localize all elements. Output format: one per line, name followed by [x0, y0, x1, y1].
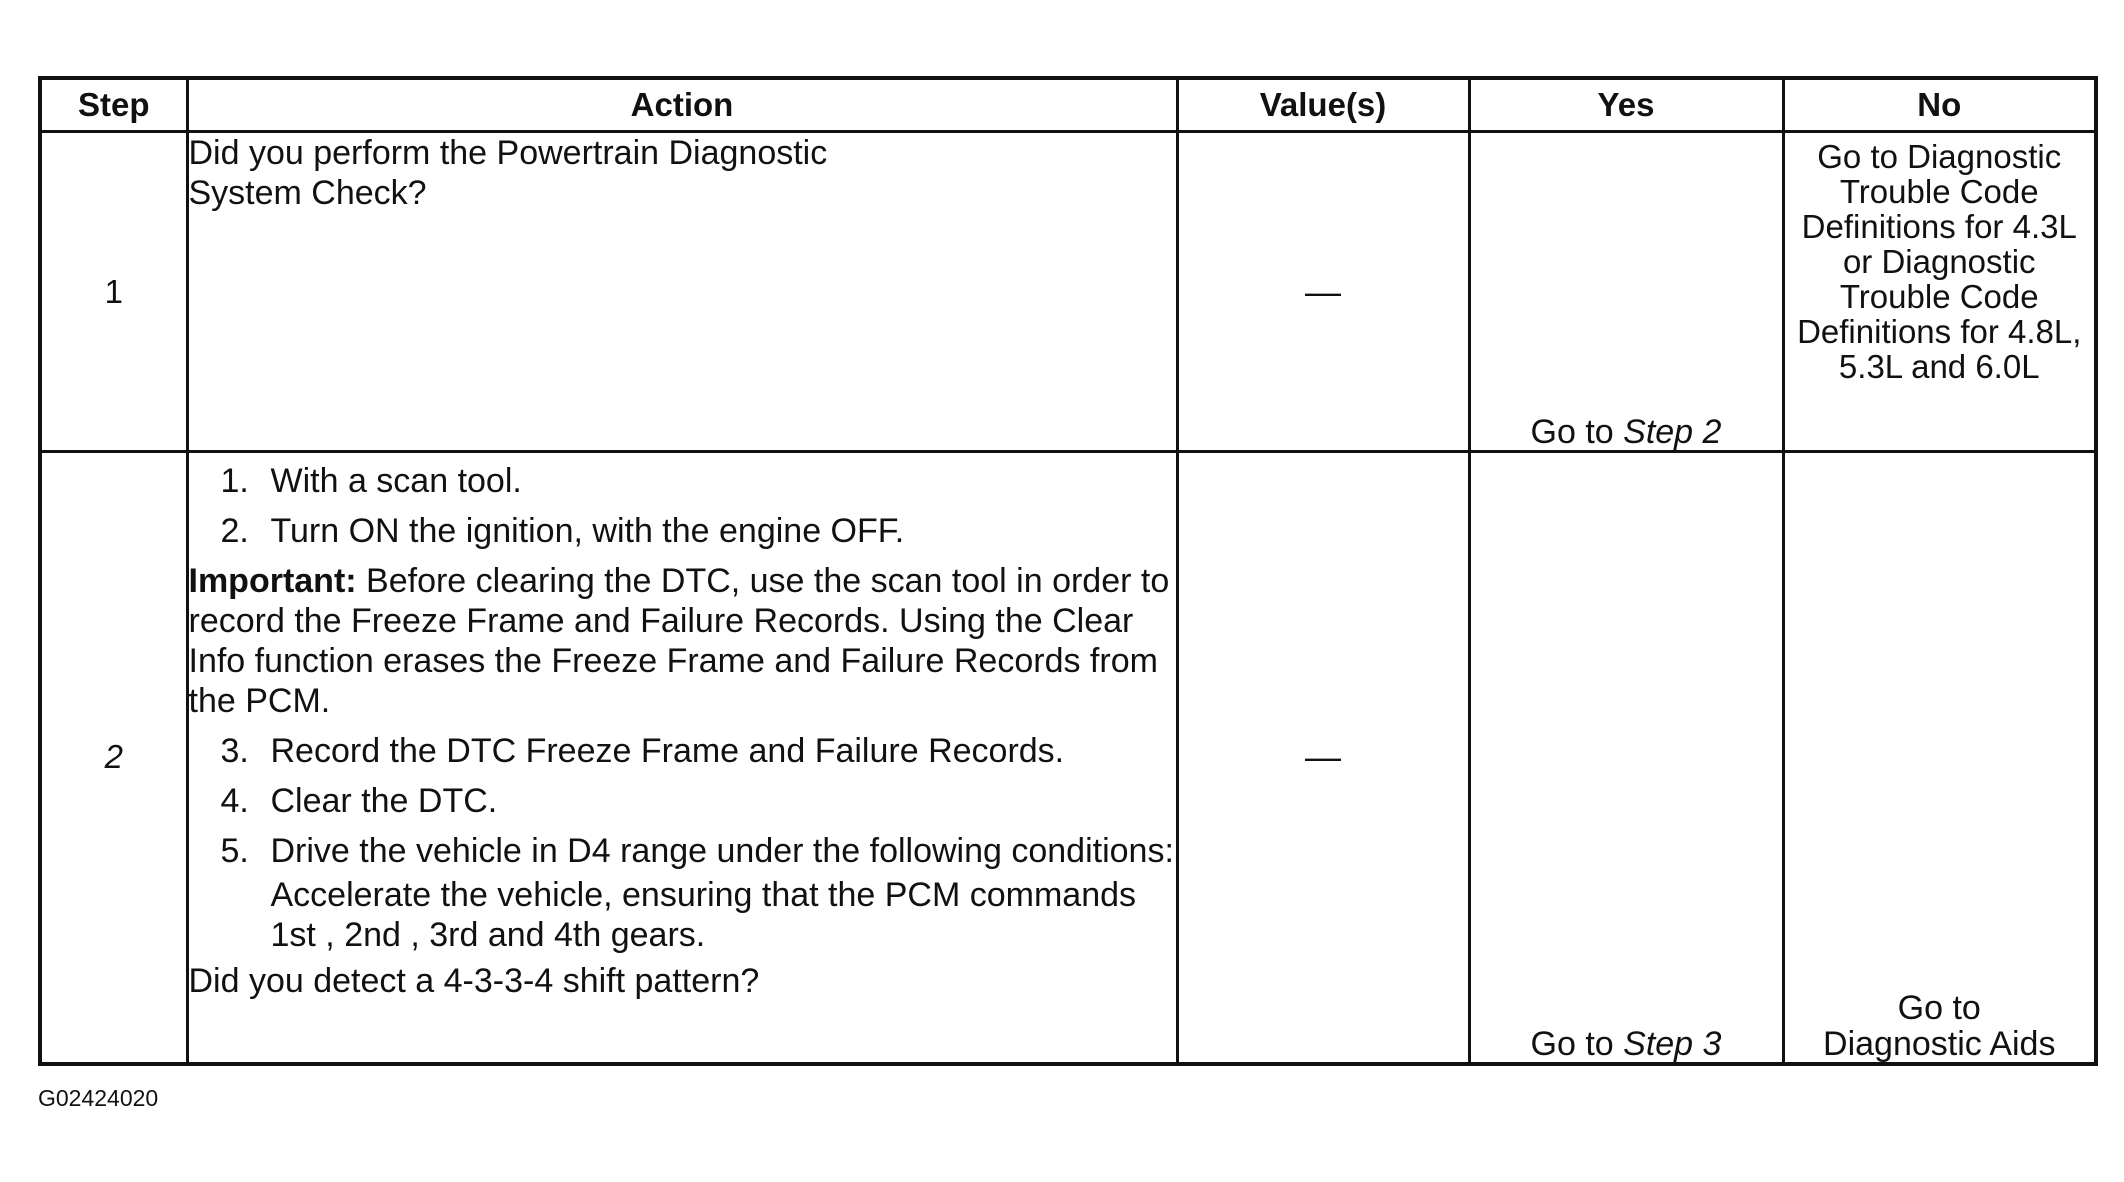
list-item	[221, 831, 1176, 871]
step-number: 2	[40, 452, 187, 1064]
value-cell: —	[1177, 132, 1469, 452]
important-label: Important:	[188, 562, 357, 600]
diagnostic-table	[38, 76, 2098, 1066]
header-row	[40, 78, 2096, 132]
no-link[interactable]: Go to Diagnostic Trouble Code Definitions for 4.3L or Diagnostic Trouble Code Definitions for 4.8L, 5.3L and 6.0L	[1797, 138, 2082, 385]
header-values: Value(s)	[1177, 78, 1469, 132]
action-question: Did you detect a 4-3-3-4 shift pattern?	[188, 962, 760, 1000]
important-text: Before clearing the DTC, use the scan tool in order to record the Freeze Frame and Failure Records. Using the Clear Info function erases the Freeze Frame and Failure Records from the PCM.	[188, 562, 1170, 720]
list-text: With a scan tool.	[270, 462, 522, 500]
header-yes: Yes	[1469, 78, 1783, 132]
no-cell	[1783, 132, 2096, 452]
list-number: 5.	[220, 832, 249, 870]
no-link[interactable]: Go to Diagnostic Aids	[1823, 988, 2056, 1063]
yes-prefix: Go to	[1530, 413, 1624, 451]
list-number: 1.	[220, 462, 249, 500]
table-row	[40, 132, 2096, 452]
list-subtext: Accelerate the vehicle, ensuring that the PCM commands 1st , 2nd , 3rd and 4th gears.	[270, 876, 1137, 954]
action-question: Did you perform the Powertrain Diagnostic System Check?	[188, 134, 828, 212]
header-no: No	[1783, 78, 2096, 132]
list-item	[221, 781, 1176, 821]
action-text	[187, 132, 1177, 452]
value-cell: —	[1177, 452, 1469, 1064]
header-action: Action	[187, 78, 1177, 132]
yes-step-link[interactable]: Step 2	[1623, 413, 1722, 451]
no-cell	[1783, 452, 2096, 1064]
figure-id: G02424020	[38, 1085, 159, 1111]
action-text	[187, 452, 1177, 1064]
list-text: Drive the vehicle in D4 range under the following conditions:	[270, 832, 1174, 870]
list-number: 4.	[220, 782, 249, 820]
important-note	[189, 561, 1176, 721]
yes-cell	[1469, 132, 1783, 452]
list-number: 2.	[220, 512, 249, 550]
table-row	[40, 452, 2096, 1064]
list-text: Record the DTC Freeze Frame and Failure Records.	[270, 732, 1065, 770]
header-step: Step	[40, 78, 187, 132]
list-item	[221, 461, 1176, 501]
step-number: 1	[40, 132, 187, 452]
list-text: Clear the DTC.	[270, 782, 498, 820]
list-text: Turn ON the ignition, with the engine OFF.	[270, 512, 905, 550]
yes-step-link[interactable]: Step 3	[1623, 1024, 1722, 1063]
list-item	[221, 731, 1176, 771]
yes-cell	[1469, 452, 1783, 1064]
list-item	[221, 511, 1176, 551]
yes-prefix: Go to	[1530, 1024, 1624, 1063]
list-number: 3.	[220, 732, 249, 770]
diagnostic-table-wrapper	[38, 76, 2094, 1066]
